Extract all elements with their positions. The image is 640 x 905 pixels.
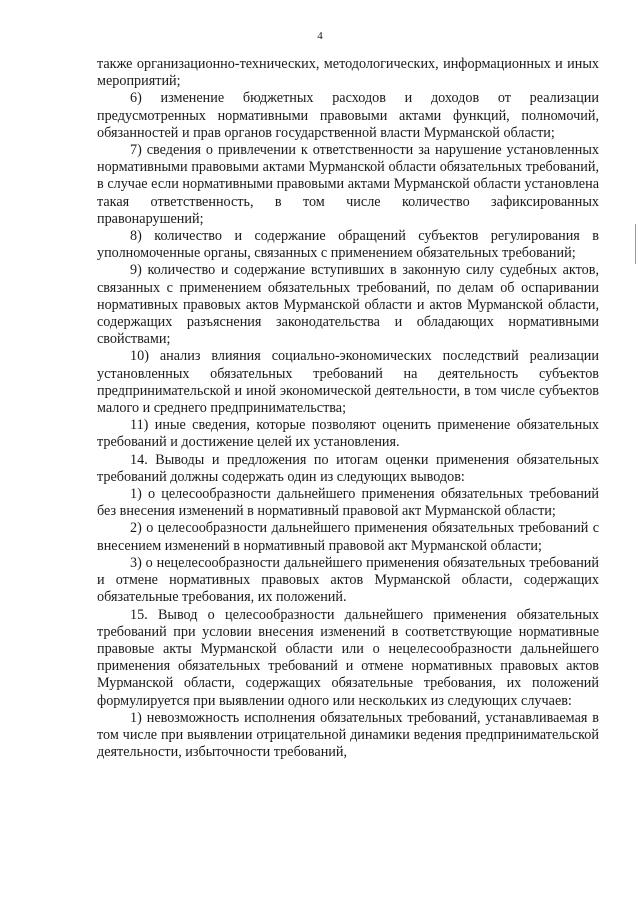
paragraph-item-8: 8) количество и содержание обращений субъектов регулирования в уполномоченные органы, связанных с применением обязательных требований; <box>97 228 599 262</box>
paragraph-section-15-item-1: 1) невозможность исполнения обязательных требований, устанавливаемая в том числе при выявлении отрицательной динамики ведения предпринимательской деятельности, избыточности требований, <box>97 709 599 761</box>
paragraph-item-10: 10) анализ влияния социально-экономических последствий реализации установленных обязательных требований на деятельность субъектов предпринимательской и иной экономической деятельности, в том числе субъектов малого и среднего предпринимательства; <box>97 348 599 417</box>
document-body <box>97 56 599 761</box>
paragraph-item-11: 11) иные сведения, которые позволяют оценить применение обязательных требований и достижение целей их установления. <box>97 417 599 451</box>
paragraph-continuation: также организационно-технических, методологических, информационных и иных мероприятий; <box>97 56 599 90</box>
paragraph-item-7: 7) сведения о привлечении к ответственности за нарушение установленных нормативными правовыми актами Мурманской области обязательных требований, в случае если нормативными правовыми актами Мурманской области установлена такая ответственность, в том числе количество зафиксированных правонарушений; <box>97 142 599 227</box>
page-number: 4 <box>317 30 323 42</box>
paragraph-item-6: 6) изменение бюджетных расходов и доходов от реализации предусмотренных нормативными правовыми актами функций, полномочий, обязанностей и прав органов государственной власти Мурманской области; <box>97 90 599 141</box>
paragraph-section-14-item-2: 2) о целесообразности дальнейшего применения обязательных требований с внесением изменений в нормативный правовой акт Мурманской области; <box>97 520 599 554</box>
scan-edge-mark <box>635 224 640 264</box>
paragraph-section-14: 14. Выводы и предложения по итогам оценки применения обязательных требований должны содержать один из следующих выводов: <box>97 451 599 485</box>
paragraph-item-9: 9) количество и содержание вступивших в законную силу судебных актов, связанных с применением обязательных требований, по делам об оспаривании нормативных правовых актов Мурманской области и актов Мурманской области, содержащих разъяснения законодательства и обладающих нормативными свойствами; <box>97 262 599 348</box>
paragraph-section-14-item-3: 3) о нецелесообразности дальнейшего применения обязательных требований и отмене нормативных правовых актов Мурманской области, содержащих обязательные требования, их положений. <box>97 554 599 606</box>
paragraph-section-14-item-1: 1) о целесообразности дальнейшего применения обязательных требований без внесения изменений в нормативный правовой акт Мурманской области; <box>97 486 599 520</box>
paragraph-section-15: 15. Вывод о целесообразности дальнейшего применения обязательных требований при условии внесения изменений в соответствующие нормативные правовые акты Мурманской области или о нецелесообразности дальнейшего применения обязательных требований и отмене нормативных правовых актов Мурманской области, содержащих обязательные требования, их положений формулируется при выявлении одного или нескольких из следующих случаев: <box>97 606 599 709</box>
